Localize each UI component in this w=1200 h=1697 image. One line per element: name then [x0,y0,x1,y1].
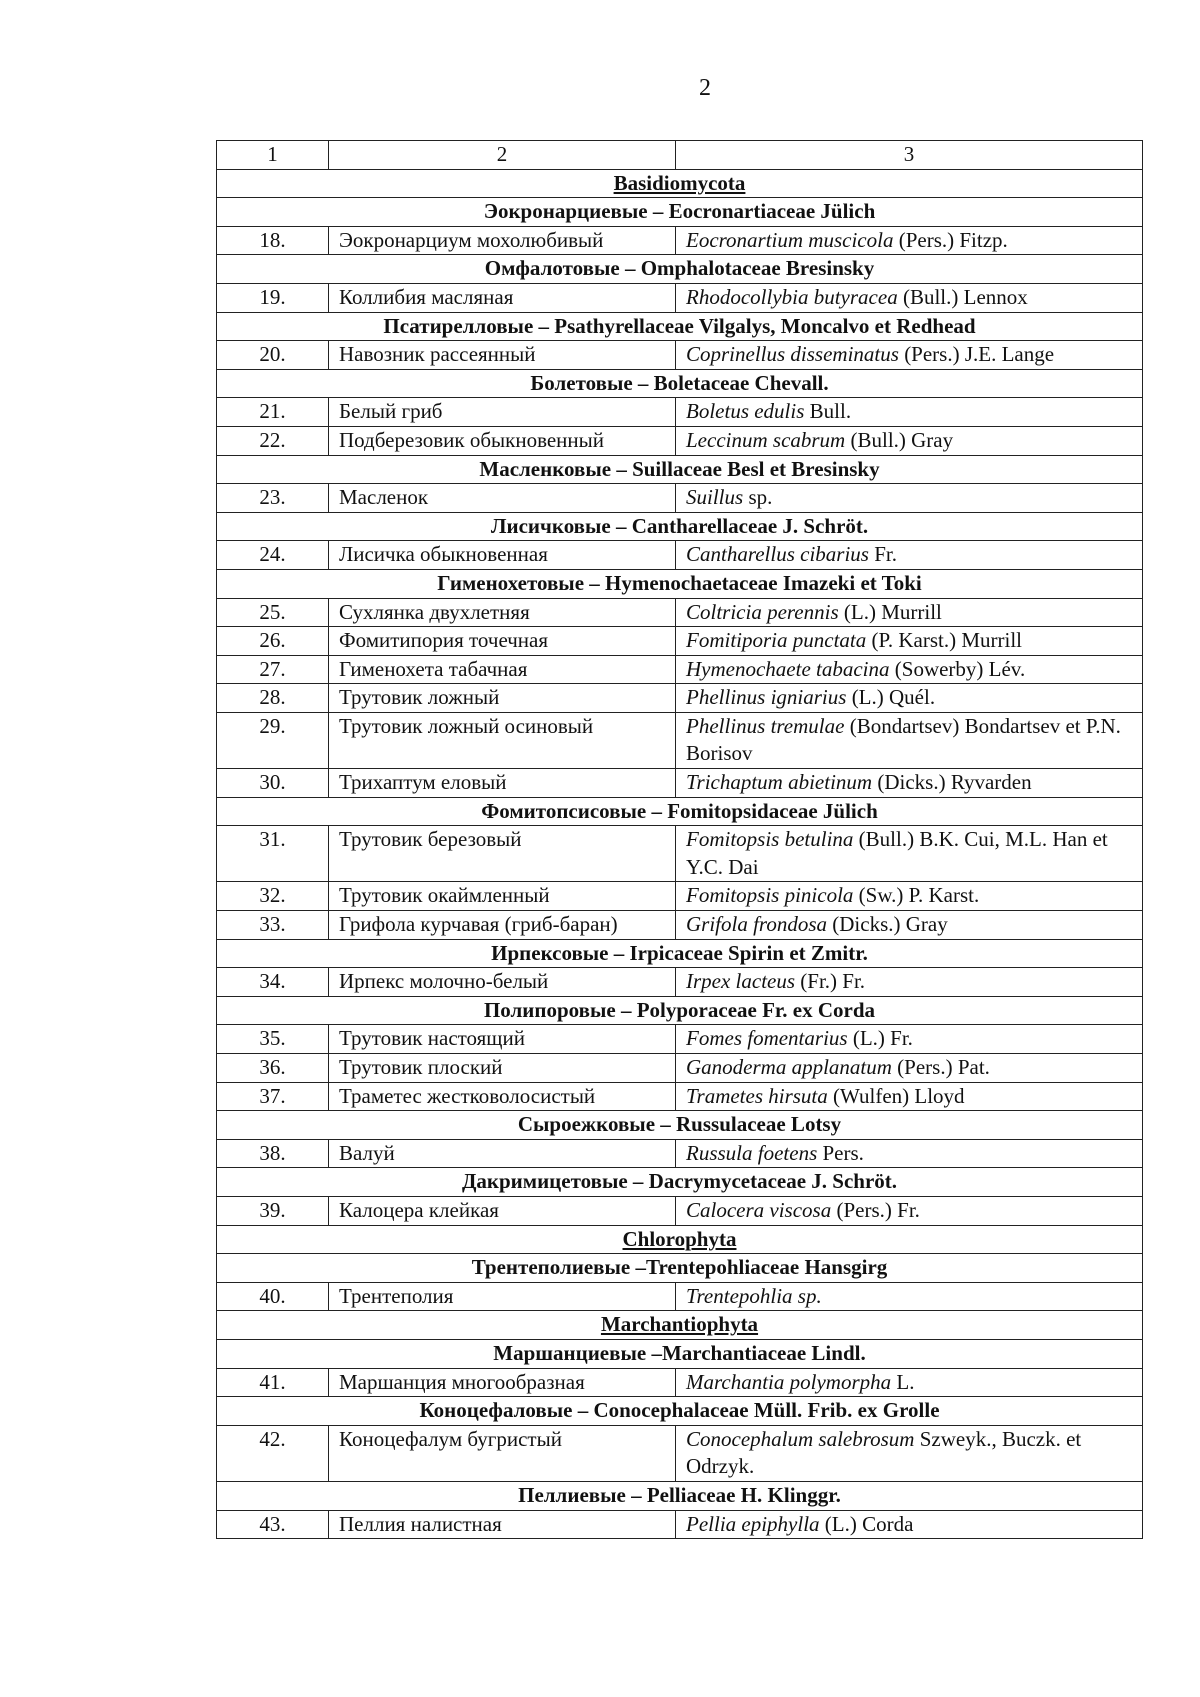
latin-name-cell [676,598,1143,627]
family-title: Маршанциевые –Marchantiaceae Lindl. [217,1339,1143,1368]
author-citation: Bull. [804,399,852,424]
division-header [217,1311,1143,1340]
species-number: 33. [217,911,329,940]
author-citation: (Wulfen) Lloyd [827,1083,965,1108]
russian-name: Фомитипория точечная [329,627,676,656]
species-number: 43. [217,1510,329,1539]
latin-name: Boletus edulis [686,399,805,424]
family-header [217,512,1143,541]
russian-name: Трентеполия [329,1282,676,1311]
russian-name: Коллибия масляная [329,283,676,312]
family-header [217,939,1143,968]
russian-name: Трутовик окаймленный [329,882,676,911]
species-number: 23. [217,484,329,513]
author-citation: (Bondartsev) Bondartsev et P.N. Borisov [686,713,1121,766]
latin-name-cell [676,541,1143,570]
latin-name-cell [676,1425,1143,1481]
table-row [217,398,1143,427]
table-row [217,1054,1143,1083]
russian-name: Пеллия налистная [329,1510,676,1539]
species-number: 22. [217,426,329,455]
division-title: Marchantiophyta [217,1311,1143,1340]
family-title: Ирпексовые – Irpicaceae Spirin et Zmitr. [217,939,1143,968]
russian-name: Грифола курчавая (гриб-баран) [329,911,676,940]
table-row [217,712,1143,768]
russian-name: Трутовик плоский [329,1054,676,1083]
column-number: 2 [329,141,676,170]
author-citation: Pers. [817,1140,864,1165]
species-number: 42. [217,1425,329,1481]
family-title: Пеллиевые – Pelliaceae H. Klinggr. [217,1481,1143,1510]
latin-name-cell [676,484,1143,513]
author-citation: (Fr.) Fr. [795,969,866,994]
table-row [217,968,1143,997]
latin-name-cell [676,426,1143,455]
family-header [217,1397,1143,1426]
latin-name: Trentepohlia sp. [686,1283,822,1308]
author-citation: (Bull.) B.K. Cui, M.L. Han et Y.C. Dai [686,827,1108,879]
family-title: Коноцефаловые – Conocephalaceae Müll. Frib. ex Grolle [217,1397,1143,1426]
latin-name-cell [676,1054,1143,1083]
latin-name: Irpex lacteus [686,969,796,994]
latin-name: Eocronartium muscicola [686,227,894,252]
author-citation: (Bull.) Gray [845,427,954,452]
species-table [216,140,1143,1539]
table-body [217,169,1143,1539]
author-citation: (Pers.) Fr. [831,1197,920,1222]
latin-name: Cantharellus cibarius [686,542,869,567]
family-header [217,797,1143,826]
species-number: 27. [217,655,329,684]
author-citation: (Pers.) J.E. Lange [898,342,1055,367]
latin-name: Coltricia perennis [686,599,839,624]
author-citation: (L.) Quél. [846,685,936,710]
russian-name: Трутовик настоящий [329,1025,676,1054]
author-citation: Szweyk., Buczk. et Odrzyk. [686,1426,1082,1479]
family-header [217,1111,1143,1140]
author-citation: (Sw.) P. Karst. [853,883,980,908]
latin-name-cell [676,341,1143,370]
family-title: Сыроежковые – Russulaceae Lotsy [217,1111,1143,1140]
author-citation: (Pers.) Pat. [891,1055,990,1079]
table-row [217,283,1143,312]
latin-name-cell [676,1025,1143,1054]
russian-name: Лисичка обыкновенная [329,541,676,570]
latin-name: Fomitiporia punctata [686,628,867,653]
family-header [217,996,1143,1025]
author-citation: sp. [743,485,773,510]
family-title: Масленковые – Suillaceae Besl et Bresinsky [217,455,1143,484]
species-number: 28. [217,684,329,713]
family-header [217,455,1143,484]
latin-name: Calocera viscosa [686,1197,832,1222]
latin-name-cell [676,968,1143,997]
table-row [217,341,1143,370]
family-header [217,1481,1143,1510]
table-row [217,1510,1143,1539]
latin-name-cell [676,1196,1143,1225]
latin-name-cell [676,1139,1143,1168]
russian-name: Навозник рассеянный [329,341,676,370]
latin-name: Fomes fomentarius [686,1026,848,1051]
table-row [217,627,1143,656]
family-header [217,1254,1143,1283]
family-title: Псатирелловые – Psathyrellaceae Vilgalys, Moncalvo et Redhead [217,312,1143,341]
species-number: 40. [217,1282,329,1311]
column-number-row [217,141,1143,170]
latin-name: Russula foetens [686,1140,818,1165]
division-title: Basidiomycota [217,169,1143,198]
species-number: 18. [217,226,329,255]
russian-name: Калоцера клейкая [329,1196,676,1225]
family-header [217,569,1143,598]
table-row [217,1196,1143,1225]
russian-name: Эокронарциум мохолюбивый [329,226,676,255]
species-number: 20. [217,341,329,370]
author-citation: (P. Karst.) Murrill [866,628,1022,653]
table-row [217,882,1143,911]
family-header [217,198,1143,227]
latin-name-cell [676,1510,1143,1539]
author-citation: (L.) Murrill [838,599,942,624]
table-row [217,226,1143,255]
latin-name: Pellia epiphylla [686,1511,820,1536]
russian-name: Маршанция многообразная [329,1368,676,1397]
family-header [217,1339,1143,1368]
russian-name: Белый гриб [329,398,676,427]
russian-name: Гименохета табачная [329,655,676,684]
latin-name: Marchantia polymorpha [686,1369,892,1394]
table-row [217,1368,1143,1397]
table-row [217,684,1143,713]
latin-name: Fomitopsis pinicola [686,883,854,908]
latin-name: Rhodocollybia butyracea [686,284,898,309]
russian-name: Трутовик березовый [329,826,676,882]
russian-name: Трихаптум еловый [329,769,676,798]
latin-name: Hymenochaete tabacina [686,656,890,681]
latin-name-cell [676,826,1143,882]
table-row [217,655,1143,684]
russian-name: Масленок [329,484,676,513]
latin-name: Trametes hirsuta [686,1083,828,1108]
russian-name: Коноцефалум бугристый [329,1425,676,1481]
family-title: Фомитопсисовые – Fomitopsidaceae Jülich [217,797,1143,826]
latin-name: Fomitopsis betulina [686,827,854,852]
division-header [217,169,1143,198]
author-citation: (L.) Fr. [847,1026,913,1051]
latin-name: Phellinus tremulae [686,713,845,738]
family-title: Трентеполиевые –Trentepohliaceae Hansgirg [217,1254,1143,1283]
latin-name-cell [676,283,1143,312]
author-citation: (Bull.) Lennox [897,284,1028,309]
table-row [217,541,1143,570]
division-header [217,1225,1143,1254]
table-row [217,826,1143,882]
table-row [217,1282,1143,1311]
latin-name-cell [676,398,1143,427]
latin-name-cell [676,1368,1143,1397]
table-row [217,1425,1143,1481]
russian-name: Подберезовик обыкновенный [329,426,676,455]
family-title: Гименохетовые – Hymenochaetaceae Imazeki et Toki [217,569,1143,598]
table-row [217,769,1143,798]
species-number: 19. [217,283,329,312]
family-title: Эокронарциевые – Eocronartiaceae Jülich [217,198,1143,227]
species-number: 26. [217,627,329,656]
latin-name-cell [676,769,1143,798]
table-row [217,1139,1143,1168]
family-title: Омфалотовые – Omphalotaceae Bresinsky [217,255,1143,284]
latin-name-cell [676,684,1143,713]
family-header [217,1168,1143,1197]
author-citation: Fr. [868,542,897,567]
family-header [217,369,1143,398]
species-number: 32. [217,882,329,911]
russian-name: Трутовик ложный [329,684,676,713]
table-row [217,426,1143,455]
author-citation: (L.) Corda [819,1511,914,1536]
species-number: 25. [217,598,329,627]
author-citation: (Sowerby) Lév. [889,656,1026,681]
species-number: 29. [217,712,329,768]
latin-name-cell [676,226,1143,255]
family-header [217,255,1143,284]
column-number: 1 [217,141,329,170]
russian-name: Траметес жестковолосистый [329,1082,676,1111]
latin-name: Coprinellus disseminatus [686,342,899,367]
family-title: Лисичковые – Cantharellaceae J. Schröt. [217,512,1143,541]
table-row [217,1025,1143,1054]
latin-name: Conocephalum salebrosum [686,1426,915,1451]
species-number: 30. [217,769,329,798]
table-row [217,1082,1143,1111]
page-number: 2 [699,75,711,101]
russian-name: Трутовик ложный осиновый [329,712,676,768]
species-number: 41. [217,1368,329,1397]
latin-name-cell [676,882,1143,911]
russian-name: Валуй [329,1139,676,1168]
author-citation: (Dicks.) Ryvarden [872,770,1032,795]
species-number: 37. [217,1082,329,1111]
latin-name-cell [676,911,1143,940]
species-number: 24. [217,541,329,570]
table-row [217,484,1143,513]
latin-name-cell [676,627,1143,656]
species-number: 34. [217,968,329,997]
family-title: Дакримицетовые – Dacrymycetaceae J. Schröt. [217,1168,1143,1197]
species-number: 35. [217,1025,329,1054]
species-number: 39. [217,1196,329,1225]
russian-name: Ирпекс молочно-белый [329,968,676,997]
species-number: 21. [217,398,329,427]
table-row [217,598,1143,627]
species-number: 38. [217,1139,329,1168]
column-number: 3 [676,141,1143,170]
species-number: 31. [217,826,329,882]
latin-name: Phellinus igniarius [686,685,847,710]
latin-name: Ganoderma applanatum [686,1055,892,1079]
latin-name-cell [676,712,1143,768]
russian-name: Сухлянка двухлетняя [329,598,676,627]
latin-name: Grifola frondosa [686,912,827,937]
species-number: 36. [217,1054,329,1083]
latin-name-cell [676,1082,1143,1111]
latin-name: Suillus [686,485,744,510]
family-title: Болетовые – Boletaceae Chevall. [217,369,1143,398]
division-title: Chlorophyta [217,1225,1143,1254]
latin-name-cell [676,1282,1143,1311]
author-citation: (Dicks.) Gray [827,912,948,937]
table-row [217,911,1143,940]
latin-name: Trichaptum abietinum [686,770,873,795]
family-header [217,312,1143,341]
latin-name: Leccinum scabrum [686,427,846,452]
author-citation: L. [891,1369,915,1394]
latin-name-cell [676,655,1143,684]
family-title: Полипоровые – Polyporaceae Fr. ex Corda [217,996,1143,1025]
author-citation: (Pers.) Fitzp. [893,227,1008,252]
